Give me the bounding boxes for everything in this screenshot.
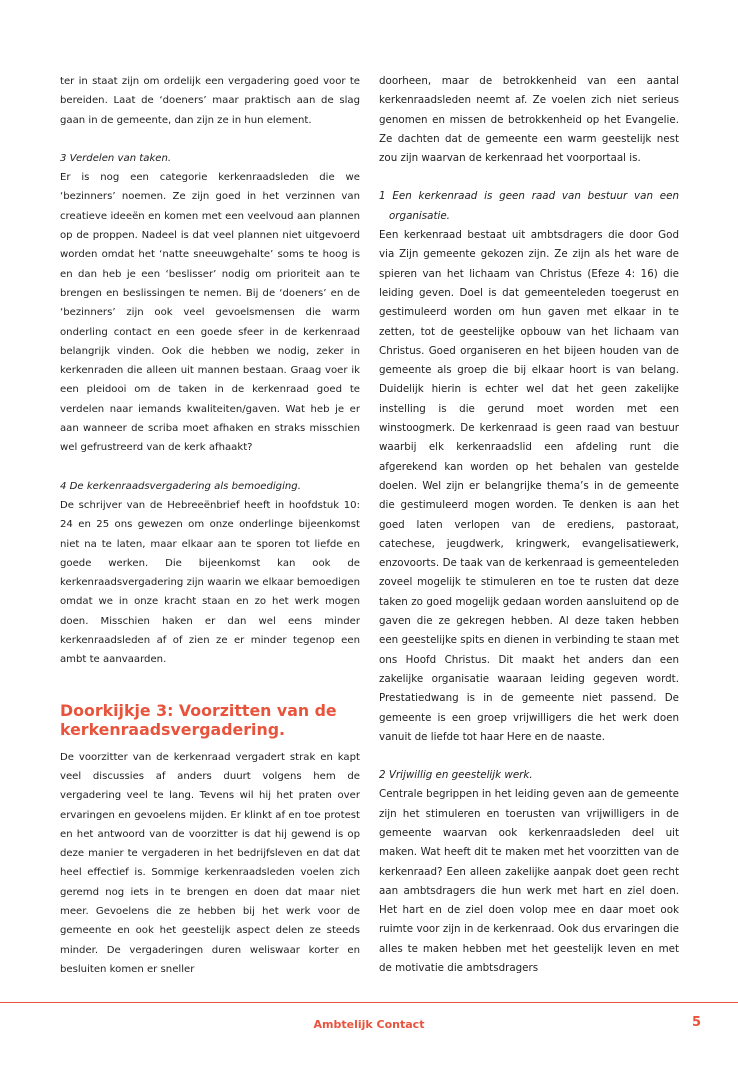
right-paragraph-2: Een kerkenraad bestaat uit ambtsdragers die door God via Zijn gemeente gekozen zijn. Ze zijn als het ware de spieren van het lichaam van Christus (Efeze 4: 16) die leiding geven. Doel is dat gemeenteleden toegerust en gestimuleerd worden om hun gaven met elkaar in te zetten, tot de geestelijke opbouw van het lichaam van Christus. Goed organiseren en het bijeen houden van de gemeente als groep die bij elkaar hoort is van belang. Duidelijk hierin is echter wel dat het geen zakelijke instelling is die gerund moet worden met een winstoogmerk. De kerkenraad is geen raad van bestuur waarbij elk kerkenraadslid een afdeling runt die afgerekend kan worden op het behalen van gestelde doelen. Wel zijn er belangrijke thema’s in de gemeente die gestimuleerd mogen worden. Te denken is aan het goed laten verlopen van de erediens, pastoraat, catechese, jeugdwerk, kringwerk, evangelisatiewerk, enzovoorts. De taak van de kerkenraad is gemeenteleden zoveel mogelijk te stimuleren en toe te rusten dat deze taken zo goed mogelijk gedaan worden aansluitend op de gaven die ze gekregen hebben. Al deze taken hebben een geestelijke spits en dienen in verbinding te staan met ons Hoofd Christus. Dit maakt het anders dan een zakelijke organisatie waaraan leiding gegeven wordt. Prestatiedwang is in de gemeente niet passend. De gemeente is een groep vrijwilligers die het werk doen vanuit de liefde tot haar Here en de naaste. (379, 229, 680, 743)
left-paragraph-4: De voorzitter van de kerkenraad vergadert strak en kapt veel discussies af anders duurt volgens hem de vergadering veel te lang. Tevens wil hij het praten over ervaringen en gevoelens mijden. Er klinkt af en toe protest en het antwoord van de voorzitter is dat hij gewend is op deze manier te vergaderen in het bedrijfsleven en dat dat heel effectief is. Sommige kerkenraadsleden voelen zich geremd nog iets in te brengen en doen dat maar niet meer. Gevoelens die ze hebben bij het werk voor de gemeente en ook het geestelijk aspect delen ze steeds minder. De vergaderingen duren weliswaar korter en besluiten komen er sneller (60, 751, 360, 975)
left-paragraph-2: Er is nog een categorie kerkenraadsleden die we ‘bezinners’ noemen. Ze zijn goed in het verzinnen van creatieve ideeën en komen met een veelvoud aan plannen op de proppen. Nadeel is dat veel plannen niet uitgevoerd worden omdat het ‘natte sneeuwgehalte’ soms te hoog is en dan heb je een ‘beslisser’ nodig om prioriteit aan te brengen en beslissingen te nemen. Bij de ‘doeners’ en de ‘bezinners’ zijn ook veel gevoelsmensen die warm onderling contact en een goede sfeer in de kerkenraad belangrijk vinden. Ook die hebben we nodig, zeker in kerkenraden die alleen uit mannen bestaan. Graag voer ik een pleidooi om de taken in de kerkenraad goed te verdelen naar iemands kwaliteiten/gaven. Wat heb je er aan wanneer de scriba moet afhaken en straks misschien wel gefrustreerd van de kerk afhaakt? (60, 172, 360, 454)
right-column (379, 72, 679, 978)
section-heading-doorkijkje-3: Doorkijkje 3: Voorzitten van de kerkenraadsvergadering. (60, 700, 337, 739)
left-paragraph-3: De schrijver van de Hebreeënbrief heeft in hoofdstuk 10: 24 en 25 ons gewezen om onze onderlinge bijeenkomst niet na te laten, maar elkaar aan te sporen tot liefde en goede werken. Die bijeenkomst kan ook de kerkenraadsvergadering zijn waarin we elkaar bemoedigen omdat we in onze kracht staan en zo het werk mogen doen. Misschien haken er dan wel eens minder kerkenraadsleden af of zien ze er minder tegenop een ambt te aanvaarden. (60, 499, 360, 666)
right-paragraph-1: doorheen, maar de betrokkenheid van een aantal kerkenraadsleden neemt af. Ze voelen zich niet serieus genomen en missen de betrokkenheid op het Evangelie. Ze dachten dat de gemeente een warm geestelijk nest zou zijn waarvan de kerkenraad het voorportaal is. (379, 75, 679, 165)
left-paragraph-1: ter in staat zijn om ordelijk een vergadering goed voor te bereiden. Laat de ‘doeners’ maar praktisch aan de slag gaan in de gemeente, dan zijn ze in hun element. (60, 76, 360, 126)
subheading-verdelen-van-taken: 3 Verdelen van taken. (60, 152, 172, 164)
page-number: 5 (692, 1015, 702, 1030)
subheading-geen-raad-van-bestuur: 1 Een kerkenraad is geen raad van bestuur van een organisatie. (379, 190, 679, 222)
subheading-bemoediging: 4 De kerkenraadsvergadering als bemoediging. (60, 480, 301, 492)
footer-rule (0, 1002, 738, 1003)
left-column (60, 72, 360, 979)
right-paragraph-3: Centrale begrippen in het leiding geven aan de gemeente zijn het stimuleren en toerusten van vrijwilligers in de gemeente waarvan ook kerkenraadsleden deel uit maken. Wat heeft dit te maken met het voorzitten van de kerkenraad? Een alleen zakelijke aanpak doet geen recht aan ambtsdragers die hun werk met hart en ziel doen. Het hart en de ziel doen volop mee en daar moet ook ruimte voor zijn in de kerkenraad. Ook dus ervaringen die alles te maken hebben met het geestelijk leven en met de motivatie die ambtsdragers (379, 788, 679, 975)
footer-publication-title: Ambtelijk Contact (313, 1018, 425, 1031)
subheading-vrijwillig-werk: 2 Vrijwillig en geestelijk werk. (379, 769, 533, 782)
